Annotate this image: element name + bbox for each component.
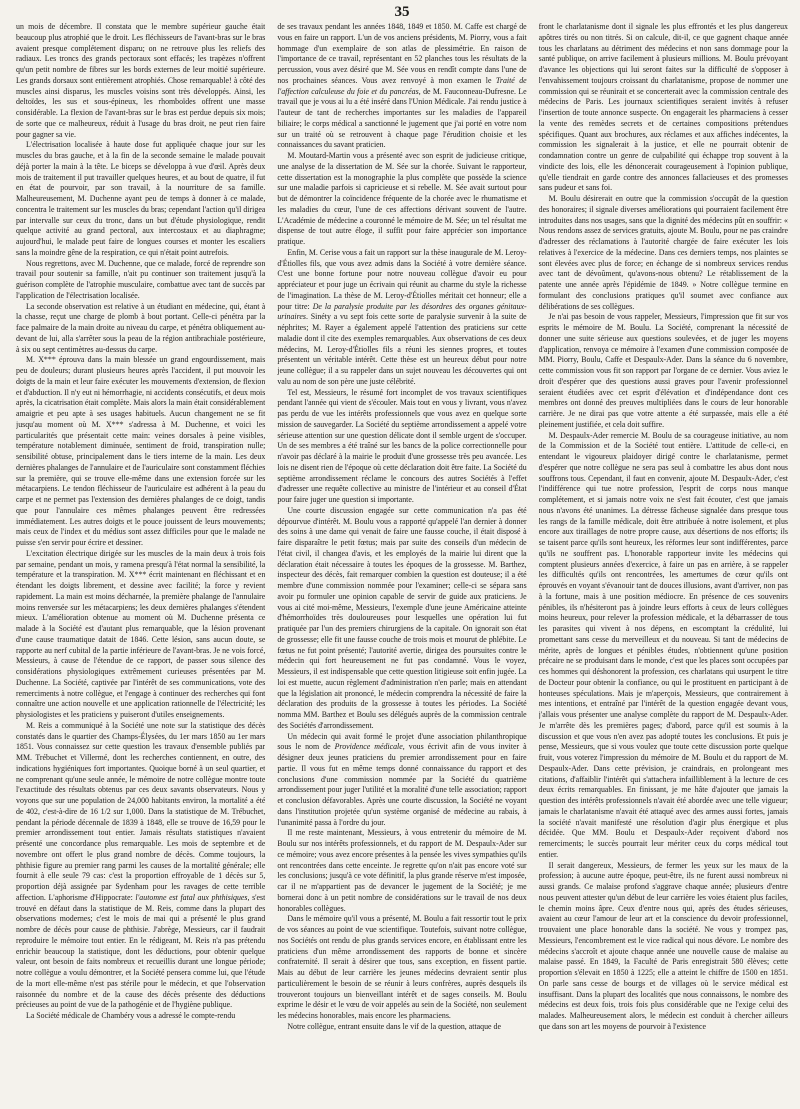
paragraph: M. Moutard-Martin vous a présenté avec son esprit de judicieuse critique, une analyse de la dissertation de M. Sée sur la chorée. Suivant le rapporteur, cette dissertation est la monographie la plus complète que possède la science sur une maladie parfois si capricieuse et si rebelle. M. Sée avait surtout pour but de démontrer la coïncidence fréquente de la chorée avec le rhumatisme et les maladies du cœur, l'une de ces affections dérivant souvent de l'autre. L'Académie de médecine a couronné le mémoire de M. Sée; un tel résultat me dispense de tout autre éloge, il suffit pour faire apprécier son importance pratique. <box>277 151 527 246</box>
paragraph: Notre collègue, entrant ensuite dans le vif de la question, attaque de <box>287 1021 501 1031</box>
text-columns <box>16 22 788 1101</box>
paragraph: front le charlatanisme dont il signale les plus effrontés et les plus dangereux apôtres tirés ou non titrés. Si on calcule, dit-il, ce que gagnent chaque année tous les charlatans au détriment des médecins et non sans dommage pour la santé publique, on arrive facilement à plusieurs millions. M. Boulu prévoyant d'avance les objections qui lui seront faites sur la difficulté de s'opposer à l'envahissement toujours croissant du charlatanisme, propose de nommer une commission qui se réunirait et se concerterait avec la commission centrale des médecins de Paris. Les journaux scientifiques seraient invités à refuser l'insertion de toute annonce suspecte. On engagerait les pharmaciens à cesser la vente des remèdes secrets et de certaines compositions prétendues spécifiques. Quant aux brochures, aux réclames et aux affiches indécentes, la commission les signalerait à la justice, et elle ne pourrait obtenir de condamnation contre un genre de culpabilité qui échappe trop souvent à la vindicte des lois, elle les dénoncerait courageusement à l'opinion publique, qu'elle tiendrait en garde contre des annonces fallacieuses et des promesses sans pudeur et sans foi. <box>538 22 788 193</box>
paragraph: Tel est, Messieurs, le résumé fort incomplet de vos travaux scientifiques pendant l'année qui vient de s'écouler. Mais tout en vous y livrant, vous n'avez pas perdu de vue les intérêts professionnels que vous avez en quelque sorte mission de sauvegarder. La Société du septième arrondissement a appelé votre sérieuse attention sur une question délicate dont il semble urgent de s'occuper. Un de ses membres a été traîné sur les bancs de la police correctionnelle pour n'avoir pas déclaré à la mairie le produit d'une grossesse très peu avancée. Les lois ne disent rien de l'époque où cette déclaration doit être faite. La Société du septième arrondissement réclame le concours des autres Sociétés à l'effet d'adresser une requête collective au ministre de l'intérieur et au conseil d'État pour faire juger une question si importante. <box>277 387 527 504</box>
column-middle <box>277 22 526 1101</box>
paragraph: M. Boulu désirerait en outre que la commission s'occupât de la question des honoraires; il signale diverses améliorations qui pourraient facilement être introduites dans nos usages, sans que la dignité des médecins pût en souffrir: « Nous rendons assez de services gratuits, ajoute M. Boulu, pour ne pas craindre d'adresser des réclamations à l'autorité chargée de faire exécuter les lois relatives à l'exercice de la médecine. Dans ces derniers temps, nos plaintes se sont élevées avec plus de force; en échange de si nombreux services rendus avec tant de dévoûment, qu'avons-nous obtenu? Le rétablissement de la patente une année après l'épidémie de 1849. » Notre collègue termine en formulant des conclusions pratiques qu'il soumet avec confiance aux délibérations de ses collègues. <box>538 194 788 311</box>
paragraph: M. Despaulx-Ader remercie M. Boulu de sa courageuse initiative, au nom de la Commission et de la Société tout entière. L'attitude de celle-ci, en entendant le vigoureux plaidoyer dirigé contre le charlatanisme, permet d'espérer que notre collègue ne sera pas seul à combattre les abus dont nous souffrons tous. Cependant, il faut en convenir, ajoute M. Despaulx-Ader, c'est l'indifférence qui tue notre profession, l'esprit de corps nous manque complétement, et si jamais notre voix ne s'est fait écouter, c'est que jamais nous n'avons été unanimes. La détresse fâcheuse signalée dans presque tous les rangs de la famille médicale, doit être attribuée à notre isolement, et plus encore aux tiraillages de notre propre cause, aux désertions de nos efforts; ils se taisent parce qu'ils sont heureux, les réformes leur sont indifférentes, parce qu'ils ne souffrent pas. L'honorable rapporteur invite les médecins qui comptent plusieurs années d'exercice, à faire un pas en arrière, à se rappeler les difficultés qu'ils ont rencontrées, les amertumes de cœur qu'ils ont éprouvés en voyant s'évanouir tant de douces illusions, avant d'arriver, non pas à la fortune, mais à une position médiocre. En présence de ces souvenirs pénibles, ils n'hésiteront pas à joindre leurs efforts à ceux de leurs collègues moins heureux, pour relever la profession médicale, et la débarrasser de tous les parasites qui vivent à nos dépens, en escomptant la crédulité, lui promettant sans cesse du merveilleux et du nouveau. Si tant de médecins de mérite, après de longues et pénibles études, n'obtiennent qu'une position précaire ne se produisant dans le monde, c'est que les places sont occupées par ces hommes qui déshonorent la profession, ces charlatans qui usurpent le titre de Docteur pour obtenir la confiance, ou qui le prostituent en participant à de honteuses spéculations. Mais je m'aperçois, Messieurs, que contrairement à mes intentions, et entraîné par l'intérêt de la question engagée devant vous, j'allais vous présenter une analyse complète du rapport de M. Despaulx-Ader. Je m'arrête dès les premières pages; d'abord, parce qu'il est soumis à la discussion et que vous n'en avez pas adopté toutes les conclusions. Et puis je pense, Messieurs, que si vous voulez que toute cette discussion porte quelque fruit, vous voterez l'impression du mémoire de M. Boulu et du rapport de M. Despaulx-Ader. Dans cette prévision, je craindrais, en prolongeant mes citations, d'affaiblir l'intérêt qui s'attachera infailliblement à la lecture de ces deux écrits remarquables. En finissant, je me hâte d'ajouter que jamais la question des intérêts professionnels n'avait été abordée avec une telle vigueur; jamais le charlatanisme n'avait été attaqué avec des armes aussi fortes, jamais la société n'avait manifesté une résolution d'agir plus énergique et plus décidée. Que MM. Boulu et Despaulx-Ader reçoivent d'abord nos remerciments; le succès pourrait leur mériter ceux du corps médical tout entier. <box>538 430 788 859</box>
paragraph: La Société médicale de Chambéry vous a adressé le compte-rendu <box>26 1011 236 1020</box>
paragraph: L'électrisation localisée à haute dose fut appliquée chaque jour sur les muscles du bras gauche, et à la fin de la seconde semaine le malade pouvait déjà porter la main à la tête. Le biceps se développa à vue d'œil. Après deux mois de traitement il put travailler quelques heures, et au bout de quatre, il fut en état de pourvoir, par son travail, à la nourriture de sa famille. Malheureusement, M. Duchenne ayant peu de temps à donner à ce malade, concentra le traitement sur les muscles du bras; cependant l'action qu'il dirigea par intervalle sur ceux du tronc, dans un but d'étude physiologique, rendit quelque activité au grand pectoral, aux intercostaux et au diaphragme; aujourd'hui, le malade peut faire de longues courses et monter les escaliers sans la moindre gêne de la respiration, ce qui n'était point autrefois. <box>16 140 266 257</box>
column-right <box>539 22 788 1101</box>
paragraph: M. Reis a communiqué à la Société une note sur la statistique des décès constatés dans le quartier des Champs-Élysées, du 1er mars 1850 au 1er mars 1851. Vous connaissez sur cette question les travaux d'ensemble publiés par MM. Trébuchet et Villermé, dont les recherches contiennent, en outre, des indications hygiéniques fort importantes. Quoique borné à un seul quartier, et ne comprenant qu'une seule année, le mémoire de notre collègue montre toute l'exactitude des résultats obtenus par ces deux savants observateurs. Nous y voyons que sur une population de 24,000 habitants environ, la mortalité a été de 402, c'est-à-dire de 16 1/2 sur 1,000. Dans la statistique de M. Trébuchet, pendant la période décennale de 1839 à 1848, elle se trouve de 16,59 pour le premier arrondissement tout entier. Jamais résultats statistiques n'avaient présenté une concordance plus remarquable. Les mois de septembre et de novembre ont offert le plus grand nombre de décès. Comme toujours, la phthisie figure au premier rang parmi les causes de la mortalité générale; elle fournit à elle seule 79 cas: c'est la proportion effroyable de 1 décès sur 5, proportion déjà assignée par Sydenham pour les ravages de cette terrible affection. L'aphorisme d'Hippocrate: l'automne est fatal aux phthisiques, s'est trouvé en défaut dans la statistique de M. Reis, comme dans la plupart des observations modernes; c'est le mois de mai qui a présenté le plus grand nombre de décès pour cause de phthisie. J'abrège, Messieurs, car il faudrait reproduire le mémoire tout entier. En le rédigeant, M. Reis n'a pas prétendu enrichir beaucoup la statistique, dont les déductions, pour obtenir quelque valeur, ont besoin de faits nombreux et recueillis durant une longue période; notre collègue a voulu démontrer, et la Société pensera comme lui, que l'étude de la mort elle-même n'est pas stérile pour le médecin, et que l'observation raisonnée du nombre et de la cause des décès présente des déductions précieuses au point de vue de la pathogénie et de l'hygiène publique. <box>16 720 266 1010</box>
paragraph: Je n'ai pas besoin de vous rappeler, Messieurs, l'impression que fit sur vos esprits le mémoire de M. Boulu. La Société, comprenant la nécessité de donner une suite sérieuse aux questions soulevées, et de juger les moyens d'application, renvoya ce mémoire à l'examen d'une commission composée de MM. Piorry, Boulu, Caffe et Despaulx-Ader. Dans la séance du 6 novembre, cette commission vous fit son rapport par l'organe de ce dernier. Vous aviez le droit d'espérer que des questions aussi graves pour l'avenir professionnel seraient étudiées avec cet esprit d'élévation et d'indépendance dont ces membres ont donné des preuves multipliées dans le cours de leur honorable carrière. Je ne dirai pas que votre attente a été surpassée, mais elle a été pleinement justifiée, et cela doit suffire. <box>538 312 788 429</box>
paragraph: un mois de décembre. Il constata que le membre supérieur gauche était beaucoup plus atrophié que le droit. Les fléchisseurs de l'avant-bras sur le bras avaient presque complétement disparu; on ne retrouve plus les reliefs des radiaux. Les troncs des grands pectoraux sont effacés; les trapèzes n'offrent qu'un petit nombre de fibres sur les bords externes de leur moitié supérieure. Les grands dorsaux sont entièrement atrophiés. Chose remarquable! à côté des muscles ainsi disparus, les muscles voisins sont très développés. Ainsi, les deltoïdes, les sus et sous-épineux, les rhomboïdes offrent une masse considérable. La flexion de l'avant-bras sur le bras est perdue depuis six mois; de sorte que ce malheureux, réduit à l'usage du bras droit, ne peut rien faire pour gagner sa vie. <box>16 22 266 139</box>
paragraph: M. X*** éprouva dans la main blessée un grand engourdissement, mais peu de douleurs; durant plusieurs heures après l'accident, il put mouvoir les doigts de la main et leur faire exécuter les mouvements d'extension, de flexion et d'abduction. Il n'y eut ni hémorrhagie, ni accidents consécutifs, et deux mois après, la cicatrisation était complète. Mais alors la main était considérablement amaigrie et peu apte à ses usages habituels. Aucun changement ne se fit jusqu'au moment où M. X*** s'adressa à M. Duchenne, et voici les particularités que présentait cette main: veines dorsales à peine visibles, température notablement diminuée, sentiment de froid, transpiration nulle; sensibilité obtuse, principalement dans le tiers interne de la main. Les deux dernières phalanges de l'annulaire et de l'auriculaire sont constamment fléchies sur la première, qui se trouve elle-même dans une extension forcée sur les métacarpiens. Le tendon fléchisseur de l'auriculaire est adhérent à la peau du carpe et ne permet pas l'extension des dernières phalanges de ce doigt, tandis que pour l'annulaire ces mêmes phalanges peuvent être redressées immédiatement. Les autres doigts et le pouce jouissent de leurs mouvements; mais ceux de l'index et du médius sont assez difficiles pour que le malade ne puisse s'en servir pour écrire et dessiner. <box>16 355 266 547</box>
paragraph: Il me reste maintenant, Messieurs, à vous entretenir du mémoire de M. Boulu sur nos intérêts professionnels, et du rapport de M. Despaulx-Ader sur ce mémoire; vous avez encore présentes à la pensée les vives sympathies qu'ils ont rencontrées dans cette enceinte. Je regrette qu'on n'ait pas encore voté sur les conclusions; jusqu'à ce vote définitif, la plus grande réserve m'est imposée, car il ne m'appartient pas de devancer le jugement de la Société; je me bornerai donc à un petit nombre de considérations sur le travail de nos deux honorables collègues. <box>277 828 527 913</box>
page-number: 35 <box>394 4 410 20</box>
paragraph: Il serait dangereux, Messieurs, de fermer les yeux sur les maux de la profession; à aucune autre époque, peut-être, ils ne furent aussi nombreux ni aussi grands. Ce malaise profond s'aggrave chaque année; plusieurs d'entre nous peuvent attester qu'un début de leur carrière les voies étaient plus faciles, le chemin moins âpre. Ceux d'entre nous qui, après des études sérieuses, avaient au cœur l'amour de leur art et la conscience du devoir professionnel, trouvaient une place honorable dans la société. Ne vous y trompez pas, Messieurs, l'encombrement est le vice radical qui nous dévore. Le nombre des médecins s'accroît et ajoute chaque année une nouvelle cause de malaise au malaise passé. En 1849, la Faculté de Paris enregistrait 580 élèves; cette proportion s'élevait en 1850 à 1225; elle a atteint le chiffre de 1500 en 1851. On parle sans cesse de bourgs et de villages où le service médical est insuffisant. Dans la plupart des localités que nous connaissons, le nombre des médecins est deux fois, trois fois plus considérable que ne l'exige celui des malades. Malheureusement alors, le médecin est conduit à chercher ailleurs que dans son art les moyens de pourvoir à l'existence <box>538 860 788 1031</box>
paragraph: Un médecin qui avait formé le projet d'une association philanthropique sous le nom de Providence médicale, vous écrivit afin de vous inviter à désigner deux jeunes praticiens du premier arrondissement pour en faire partie. Il vous fut en même temps donné connaissance du rapport et des conclusions d'une commission nommée par la Société du quatrième arrondissement pour juger l'utilité et la moralité d'une telle association; rapport et conclusion défavorables. Après une courte discussion, la Société ne voyant dans l'institution projetée qu'un système organisé de médecine au rabais, à l'unanimité passa à l'ordre du jour. <box>277 731 527 827</box>
paragraph: Nous regrettons, avec M. Duchenne, que ce malade, forcé de reprendre son travail pour soutenir sa famille, n'ait pu continuer son traitement jusqu'à la guérison complète de l'atrophie musculaire, combattue avec tant de succès par l'application de l'électrisation localisée. <box>16 258 266 300</box>
paragraph: Dans le mémoire qu'il vous a présenté, M. Boulu a fait ressortir tout le prix de vos séances au point de vue scientifique. Toutefois, suivant notre collègue, nos Sociétés ont rendu de plus grands services encore, en établissant entre les praticiens d'un même arrondissement des rapports de bonne et sincère confraternité. Il serait à désirer que tous, sans exception, en fissent partie. Mais au début de leur carrière les jeunes médecins devraient sentir plus particulièrement le besoin de se réunir à leurs confrères, auprès desquels ils trouveront toujours un bienveillant intérêt et de sages conseils. M. Boulu exprime le désir et le vœu de voir appelés au sein de la Société, non seulement les médecins honorables, mais encore les pharmaciens. <box>277 914 527 1020</box>
paragraph: Une courte discussion engagée sur cette communication n'a pas été dépourvue d'intérêt. M. Boulu vous a rapporté qu'appelé l'an dernier à donner des soins à une dame qui venait de faire une fausse couche, il était disposé à faire disparaître le petit fœtus; mais par suite des conseils d'un médecin de l'état civil, il changea d'avis, et les employés de la mairie lui dirent que la déclaration était nécessaire à toutes les époques de la grossesse. M. Barthez, inspecteur des décès, fait remarquer combien la question est douteuse; il a été membre d'une commission nommée pour l'examiner; celle-ci se sépara sans avoir pu formuler une opinion capable de servir de guide aux praticiens. Je vous ai cité moi-même, Messieurs, l'exemple d'une jeune Américaine atteinte d'hémorrhoïdes très douloureuses pour lesquelles une opération lui fut pratiquée par l'un des premiers chirurgiens de la capitale. On ignorait son état de grossesse; elle fit une fausse couche de trois mois et mourut de phlébite. Le fœtus ne fut point présenté; l'autorité avertie, dirigea des poursuites contre le médecin qui fort heureusement ne fut pas condamné. Vous le voyez, Messieurs, il est indispensable que cette question litigieuse soit enfin jugée. La loi est muette, aucun règlement d'administration n'en parle; mais en attendant que la législation ait prononcé, le médecin comprendra la nécessité de faire la déclaration des produits de la grossesse à toutes les périodes. La Société nomma MM. Barthez et Boulu ses délégués auprès de la commission centrale des Sociétés d'arrondissement. <box>277 505 527 730</box>
paragraph: La seconde observation est relative à un étudiant en médecine, qui, étant à la chasse, reçut une charge de plomb à bout portant. Celle-ci pénétra par la face palmaire de la main droite au niveau du carpe, et pénétra obliquement au-devant de lui, alla s'arrêter sous la peau de la région antibrachiale postérieure, à six ou sept centimètres au-dessus du carpe. <box>16 301 266 354</box>
paragraph: L'excitation électrique dirigée sur les muscles de la main deux à trois fois par semaine, pendant un mois, y ramena presqu'à l'état normal la sensibilité, la température et la transpiration. M. X*** écrit maintenant en fléchissant et en étendant les doigts librement, et dessine avec facilité; la force y revient rapidement. La main est moins décharnée, la première phalange de l'annulaire moins renversée sur les métacarpiens; les deux dernières phalanges s'étendent mieux. L'amélioration obtenue au moment où M. Duchenne présenta ce malade à la Société est d'autant plus remarquable, que la lésion provenant d'une cause traumatique datait de 1846. Cette lésion, sans aucun doute, se rapporte au nerf cubital de la partie inférieure de l'avant-bras. Je ne vois forcé, Messieurs, à cause de l'étendue de ce rapport, de passer sous silence des considérations physiologiques extrêmement curieuses présentées par M. Duchenne. La Société, captivée par l'intérêt de ses communications, vote des remerciments à notre collègue, et l'engage à continuer des recherches qui font connaître une action nouvelle et une application rationnelle de l'électricité; les physiologistes et les praticiens y puiseront d'utiles enseignements. <box>16 548 266 719</box>
paragraph: Enfin, M. Cerise vous a fait un rapport sur la thèse inaugurale de M. Leroy-d'Étiolles fils, que vous avez admis dans la Société à votre dernière séance. C'est une bonne fortune pour notre nouveau collègue d'avoir eu pour appréciateur et pour juge un écrivain qui réunit au charme du style la richesse de l'imagination. La thèse de M. Leroy-d'Étiolles méritait cet honneur; elle a pour titre: De la paralysie produite par les désordres des organes génitaux-urinaires. Sinéty a vu sept fois cette sorte de paralysie survenir à la suite de néphrites; M. Rayer a également appelé l'attention des praticiens sur cette maladie dont il cite des exemples remarquables. Aux observations de ces deux médecins, M. Leroy-d'Étiolles fils a réuni les siennes propres, et toutes présentent un véritable intérêt. Cette thèse est un heureux début pour notre jeune collègue; il a su rappeler dans un sujet nouveau les découvertes qui ont valu au nom de son père une juste célébrité. <box>277 247 527 386</box>
column-left <box>16 22 265 1101</box>
paragraph: de ses travaux pendant les années 1848, 1849 et 1850. M. Caffe est chargé de vous en faire un rapport. L'un de vos anciens présidents, M. Piorry, vous a fait hommage d'un exemplaire de son atlas de plessimétrie. En raison de l'importance de ce travail, représentant en 52 planches tous les résultats de la percussion, vous avez désiré que M. Sée vous en rendît compte dans l'une de nos prochaines séances. Vous avez renvoyé à mon examen le Traité de l'affection calculeuse du foie et du pancréas, de M. Fauconneau-Dufresne. Le travail que je vous ai lu a été inséré dans l'Union Médicale. J'ai rendu justice à l'auteur de tant de recherches importantes sur les maladies de l'appareil biliaire; le corps médical a sanctionné le jugement que j'ai porté en votre nom sur un traité où se retrouvent à chaque page l'érudition choisie et les connaissances du savant praticien. <box>277 22 527 150</box>
